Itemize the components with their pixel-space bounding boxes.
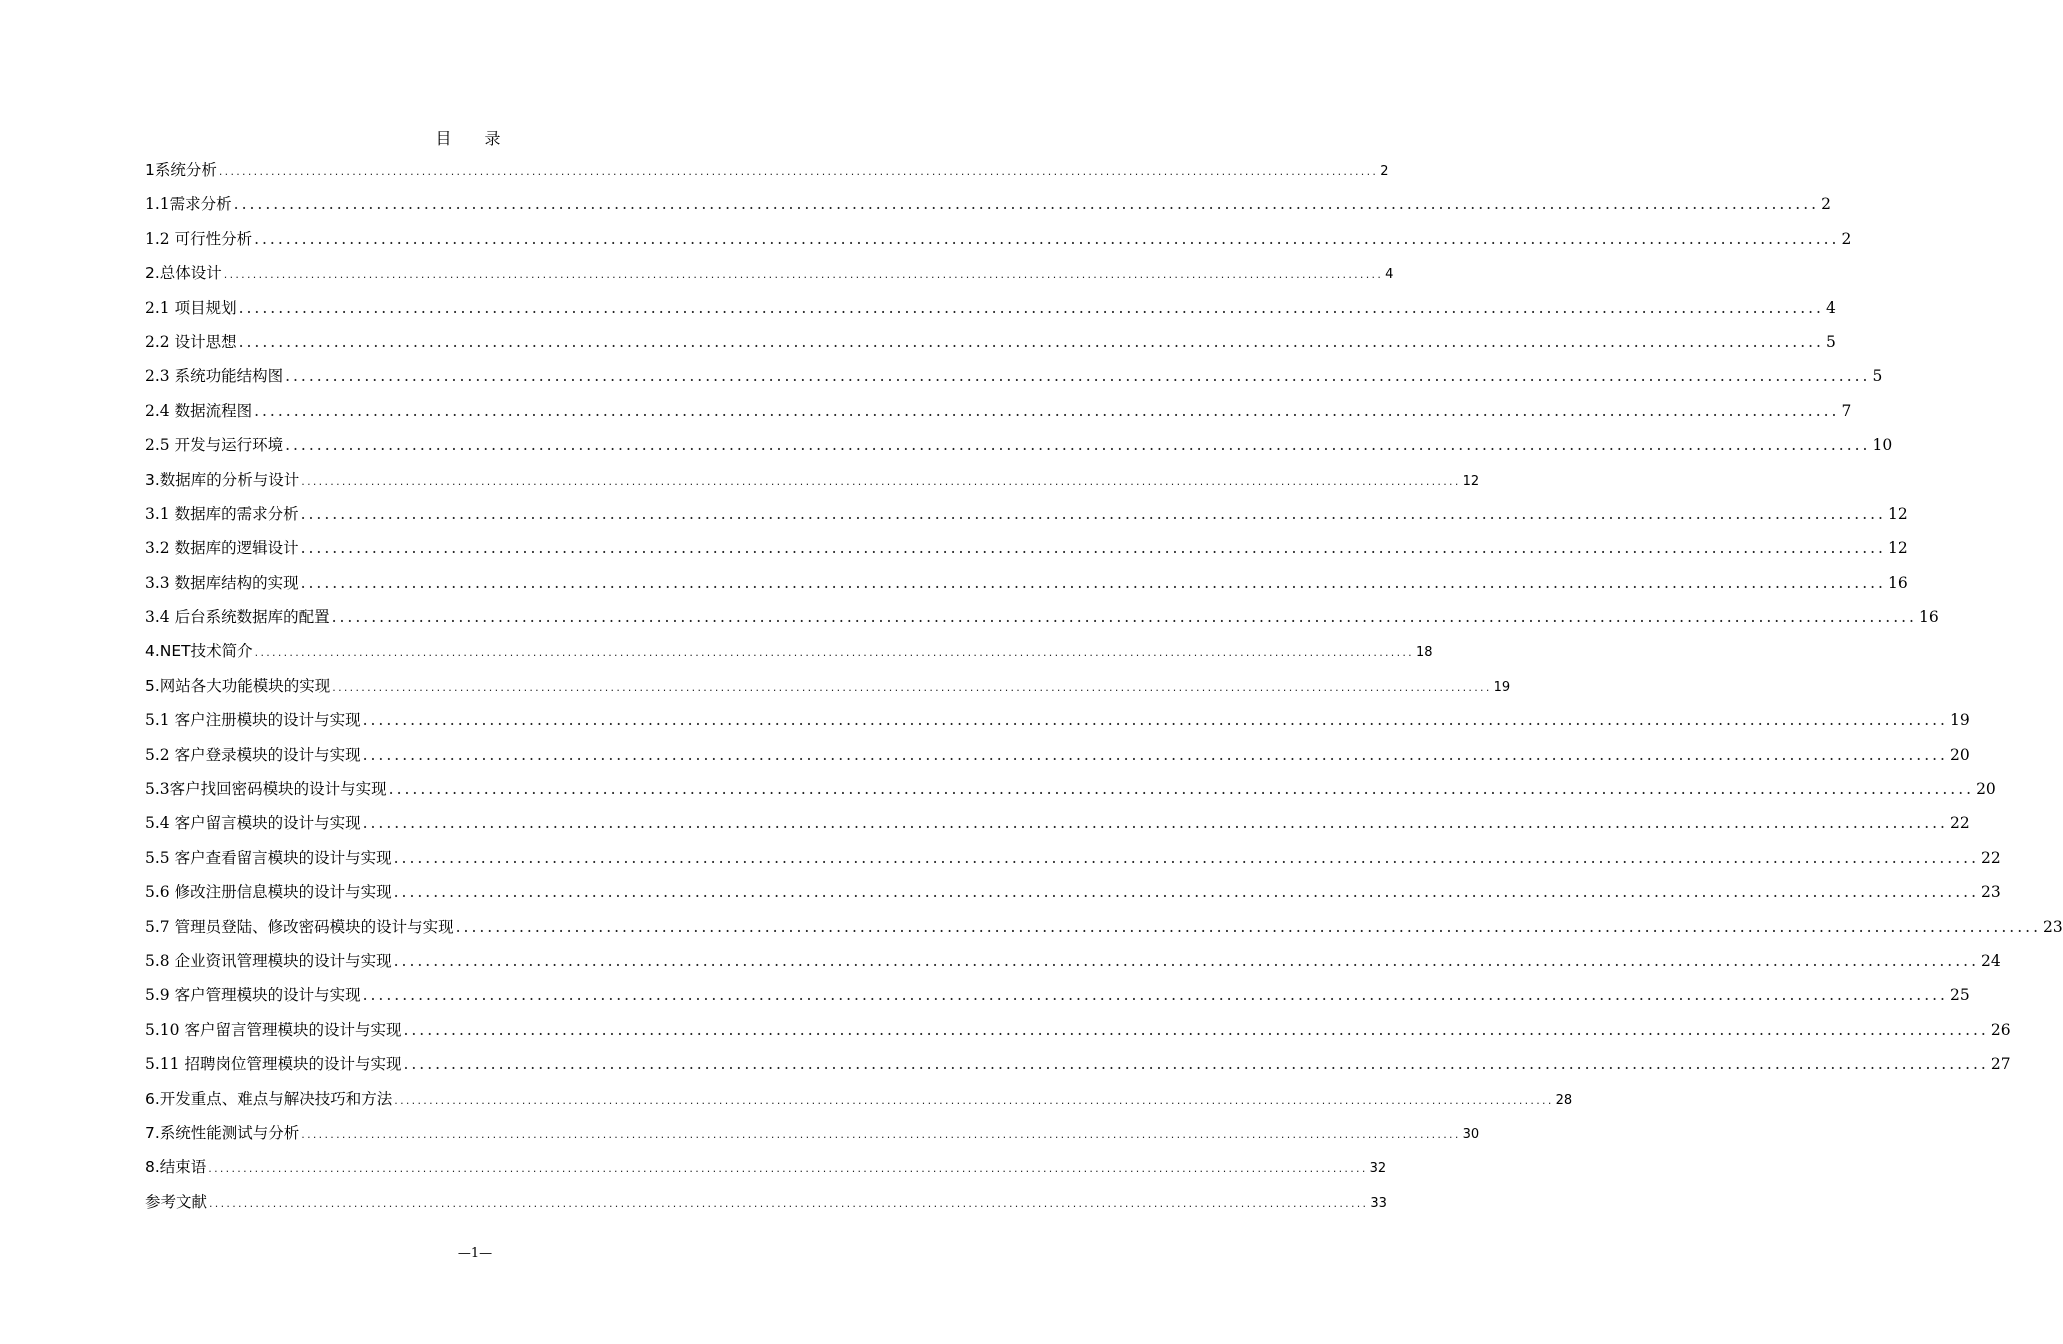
toc-entry[interactable] [145, 1085, 1573, 1119]
toc-entry-title: 5.1 客户注册模块的设计与实现 [145, 711, 361, 730]
toc-entry-page: 7 [1841, 401, 1852, 420]
toc-leader-dots: ........................................................................................................................................................................................................ [208, 1162, 1368, 1176]
toc-entry-title: 1.2 可行性分析 [145, 229, 253, 248]
toc-leader-dots: ........................................................................................................................................................................................................ [218, 165, 1379, 178]
toc-entry-page: 12 [1887, 504, 1908, 523]
toc-entry[interactable] [145, 1119, 1480, 1153]
toc-entry-page: 25 [1949, 986, 1970, 1005]
toc-entry[interactable] [145, 569, 1908, 603]
toc-leader-dots: ........................................................................................................................................................................................................ [300, 539, 1886, 558]
toc-entry[interactable] [145, 775, 1996, 809]
toc-entry-title: 5.7 管理员登陆、修改密码模块的设计与实现 [145, 917, 454, 936]
toc-entry-title: 3.3 数据库结构的实现 [145, 573, 299, 592]
toc-entry-page: 2 [1841, 229, 1852, 248]
toc-leader-dots: ........................................................................................................................................................................................................ [362, 986, 1948, 1005]
toc-entry[interactable] [145, 500, 1908, 534]
toc-leader-dots: ........................................................................................................................................................................................................ [254, 229, 1840, 248]
toc-entry-title: 6.开发重点、难点与解决技巧和方法 [145, 1089, 393, 1108]
toc-leader-dots: ........................................................................................................................................................................................................ [238, 332, 1824, 351]
toc-entry[interactable] [145, 190, 1831, 224]
toc-leader-dots: ........................................................................................................................................................................................................ [403, 1020, 1989, 1039]
toc-entry-title: 3.4 后台系统数据库的配置 [145, 608, 330, 627]
toc-entry-page: 23 [2043, 917, 2063, 936]
toc-entry-page: 28 [1555, 1092, 1573, 1108]
toc-entry-page: 16 [1887, 573, 1908, 592]
toc-entry-page: 30 [1462, 1126, 1480, 1142]
toc-leader-dots: ........................................................................................................................................................................................................ [393, 883, 1979, 902]
toc-entry-title: 5.4 客户留言模块的设计与实现 [145, 814, 361, 833]
toc-entry-page: 20 [1976, 780, 1996, 799]
toc-entry[interactable] [145, 844, 2001, 878]
toc-entry[interactable] [145, 1050, 2011, 1084]
toc-leader-dots: ........................................................................................................................................................................................................ [393, 951, 1979, 970]
toc-leader-dots: ........................................................................................................................................................................................................ [362, 745, 1948, 764]
toc-entry-page: 19 [1949, 711, 1970, 730]
toc-entry-page: 33 [1370, 1195, 1387, 1211]
toc-entry-page: 12 [1462, 473, 1480, 489]
toc-entry[interactable] [145, 1016, 2011, 1050]
page-number-footer: —1— [457, 1246, 493, 1261]
table-of-contents [145, 156, 2063, 1222]
toc-entry[interactable] [145, 672, 1511, 706]
toc-entry[interactable] [145, 225, 1852, 259]
toc-entry[interactable] [145, 431, 1893, 465]
toc-entry-page: 12 [1887, 539, 1908, 558]
toc-entry-title: 5.10 客户留言管理模块的设计与实现 [145, 1020, 402, 1039]
toc-entry-title: 5.9 客户管理模块的设计与实现 [145, 986, 361, 1005]
toc-entry-title: 1系统分析 [145, 161, 217, 179]
toc-leader-dots: ........................................................................................................................................................................................................ [285, 367, 1871, 386]
toc-leader-dots: ........................................................................................................................................................................................................ [394, 1093, 1554, 1107]
toc-entry-title: 5.网站各大功能模块的实现 [145, 676, 331, 695]
toc-entry[interactable] [145, 913, 2063, 947]
toc-leader-dots: ........................................................................................................................................................................................................ [362, 814, 1948, 833]
toc-leader-dots: ........................................................................................................................................................................................................ [362, 711, 1948, 730]
toc-entry-title: 2.总体设计 [145, 264, 222, 283]
toc-entry[interactable] [145, 362, 1883, 396]
toc-entry[interactable] [145, 1188, 1387, 1222]
toc-leader-dots: ........................................................................................................................................................................................................ [233, 195, 1820, 214]
toc-entry-page: 22 [1981, 848, 2001, 867]
toc-leader-dots: ........................................................................................................................................................................................................ [393, 848, 1979, 867]
toc-entry-page: 19 [1493, 679, 1511, 695]
toc-entry-title: 5.2 客户登录模块的设计与实现 [145, 745, 361, 764]
toc-entry-page: 5 [1825, 332, 1836, 351]
toc-entry[interactable] [145, 637, 1433, 671]
toc-entry-title: 5.8 企业资讯管理模块的设计与实现 [145, 951, 392, 970]
toc-entry-title: 参考文献 [145, 1192, 208, 1211]
toc-entry[interactable] [145, 397, 1852, 431]
toc-leader-dots: ........................................................................................................................................................................................................ [223, 268, 1384, 282]
toc-entry-page: 22 [1949, 814, 1970, 833]
toc-leader-dots: ........................................................................................................................................................................................................ [301, 474, 1461, 488]
toc-entry-title: 2.4 数据流程图 [145, 401, 253, 420]
toc-entry-page: 4 [1825, 298, 1836, 317]
toc-entry-title: 2.2 设计思想 [145, 332, 237, 351]
toc-entry-title: 7.系统性能测试与分析 [145, 1123, 300, 1142]
toc-entry-title: 2.1 项目规划 [145, 298, 237, 317]
toc-entry[interactable] [145, 981, 1970, 1015]
toc-entry-page: 2 [1821, 195, 1831, 214]
toc-entry[interactable] [145, 259, 1394, 293]
toc-entry[interactable] [145, 156, 1389, 190]
toc-entry-page: 23 [1981, 883, 2001, 902]
toc-leader-dots: ........................................................................................................................................................................................................ [301, 1127, 1461, 1141]
toc-entry[interactable] [145, 878, 2001, 912]
toc-entry-title: 3.数据库的分析与设计 [145, 470, 300, 489]
toc-entry-title: 3.2 数据库的逻辑设计 [145, 539, 299, 558]
toc-entry[interactable] [145, 466, 1480, 500]
toc-entry-page: 10 [1872, 436, 1893, 455]
toc-entry[interactable] [145, 947, 2001, 981]
toc-entry-page: 27 [1990, 1055, 2011, 1074]
toc-entry-title: 4.NET技术简介 [145, 642, 253, 661]
toc-leader-dots: ........................................................................................................................................................................................................ [285, 436, 1871, 455]
toc-entry-page: 16 [1918, 608, 1939, 627]
toc-entry-page: 2 [1380, 164, 1389, 179]
toc-entry-page: 5 [1872, 367, 1883, 386]
toc-entry[interactable] [145, 706, 1970, 740]
toc-entry-page: 26 [1990, 1020, 2011, 1039]
toc-entry[interactable] [145, 809, 1970, 843]
toc-leader-dots: ........................................................................................................................................................................................................ [254, 646, 1414, 660]
toc-entry-page: 4 [1385, 267, 1394, 283]
toc-leader-dots: ........................................................................................................................................................................................................ [403, 1055, 1989, 1074]
toc-entry-page: 32 [1369, 1161, 1387, 1177]
toc-leader-dots: ........................................................................................................................................................................................................ [388, 780, 1975, 799]
toc-leader-dots: ........................................................................................................................................................................................................ [300, 504, 1886, 523]
toc-entry-page: 18 [1415, 645, 1433, 661]
toc-entry-title: 5.11 招聘岗位管理模块的设计与实现 [145, 1055, 402, 1074]
toc-entry[interactable] [145, 328, 1836, 362]
toc-entry[interactable] [145, 294, 1836, 328]
toc-entry[interactable] [145, 534, 1908, 568]
toc-entry-title: 3.1 数据库的需求分析 [145, 504, 299, 523]
toc-leader-dots: ........................................................................................................................................................................................................ [209, 1196, 1369, 1210]
toc-leader-dots: ........................................................................................................................................................................................................ [238, 298, 1824, 317]
toc-entry-page: 20 [1949, 745, 1970, 764]
toc-entry-title: 5.3客户找回密码模块的设计与实现 [145, 780, 387, 799]
toc-title: 目 录 [435, 129, 515, 148]
toc-entry[interactable] [145, 1153, 1387, 1187]
toc-entry[interactable] [145, 603, 1939, 637]
toc-entry-page: 24 [1981, 951, 2001, 970]
toc-leader-dots: ........................................................................................................................................................................................................ [331, 608, 1917, 627]
toc-entry-title: 2.3 系统功能结构图 [145, 367, 284, 386]
toc-entry-title: 2.5 开发与运行环境 [145, 436, 284, 455]
toc-entry[interactable] [145, 741, 1970, 775]
toc-leader-dots: ........................................................................................................................................................................................................ [254, 401, 1840, 420]
toc-leader-dots: ........................................................................................................................................................................................................ [300, 573, 1886, 592]
toc-leader-dots: ........................................................................................................................................................................................................ [455, 917, 2041, 936]
toc-leader-dots: ........................................................................................................................................................................................................ [332, 680, 1492, 694]
toc-entry-title: 1.1需求分析 [145, 195, 232, 214]
toc-entry-title: 5.5 客户查看留言模块的设计与实现 [145, 848, 392, 867]
toc-entry-title: 8.结束语 [145, 1158, 207, 1177]
toc-entry-title: 5.6 修改注册信息模块的设计与实现 [145, 883, 392, 902]
